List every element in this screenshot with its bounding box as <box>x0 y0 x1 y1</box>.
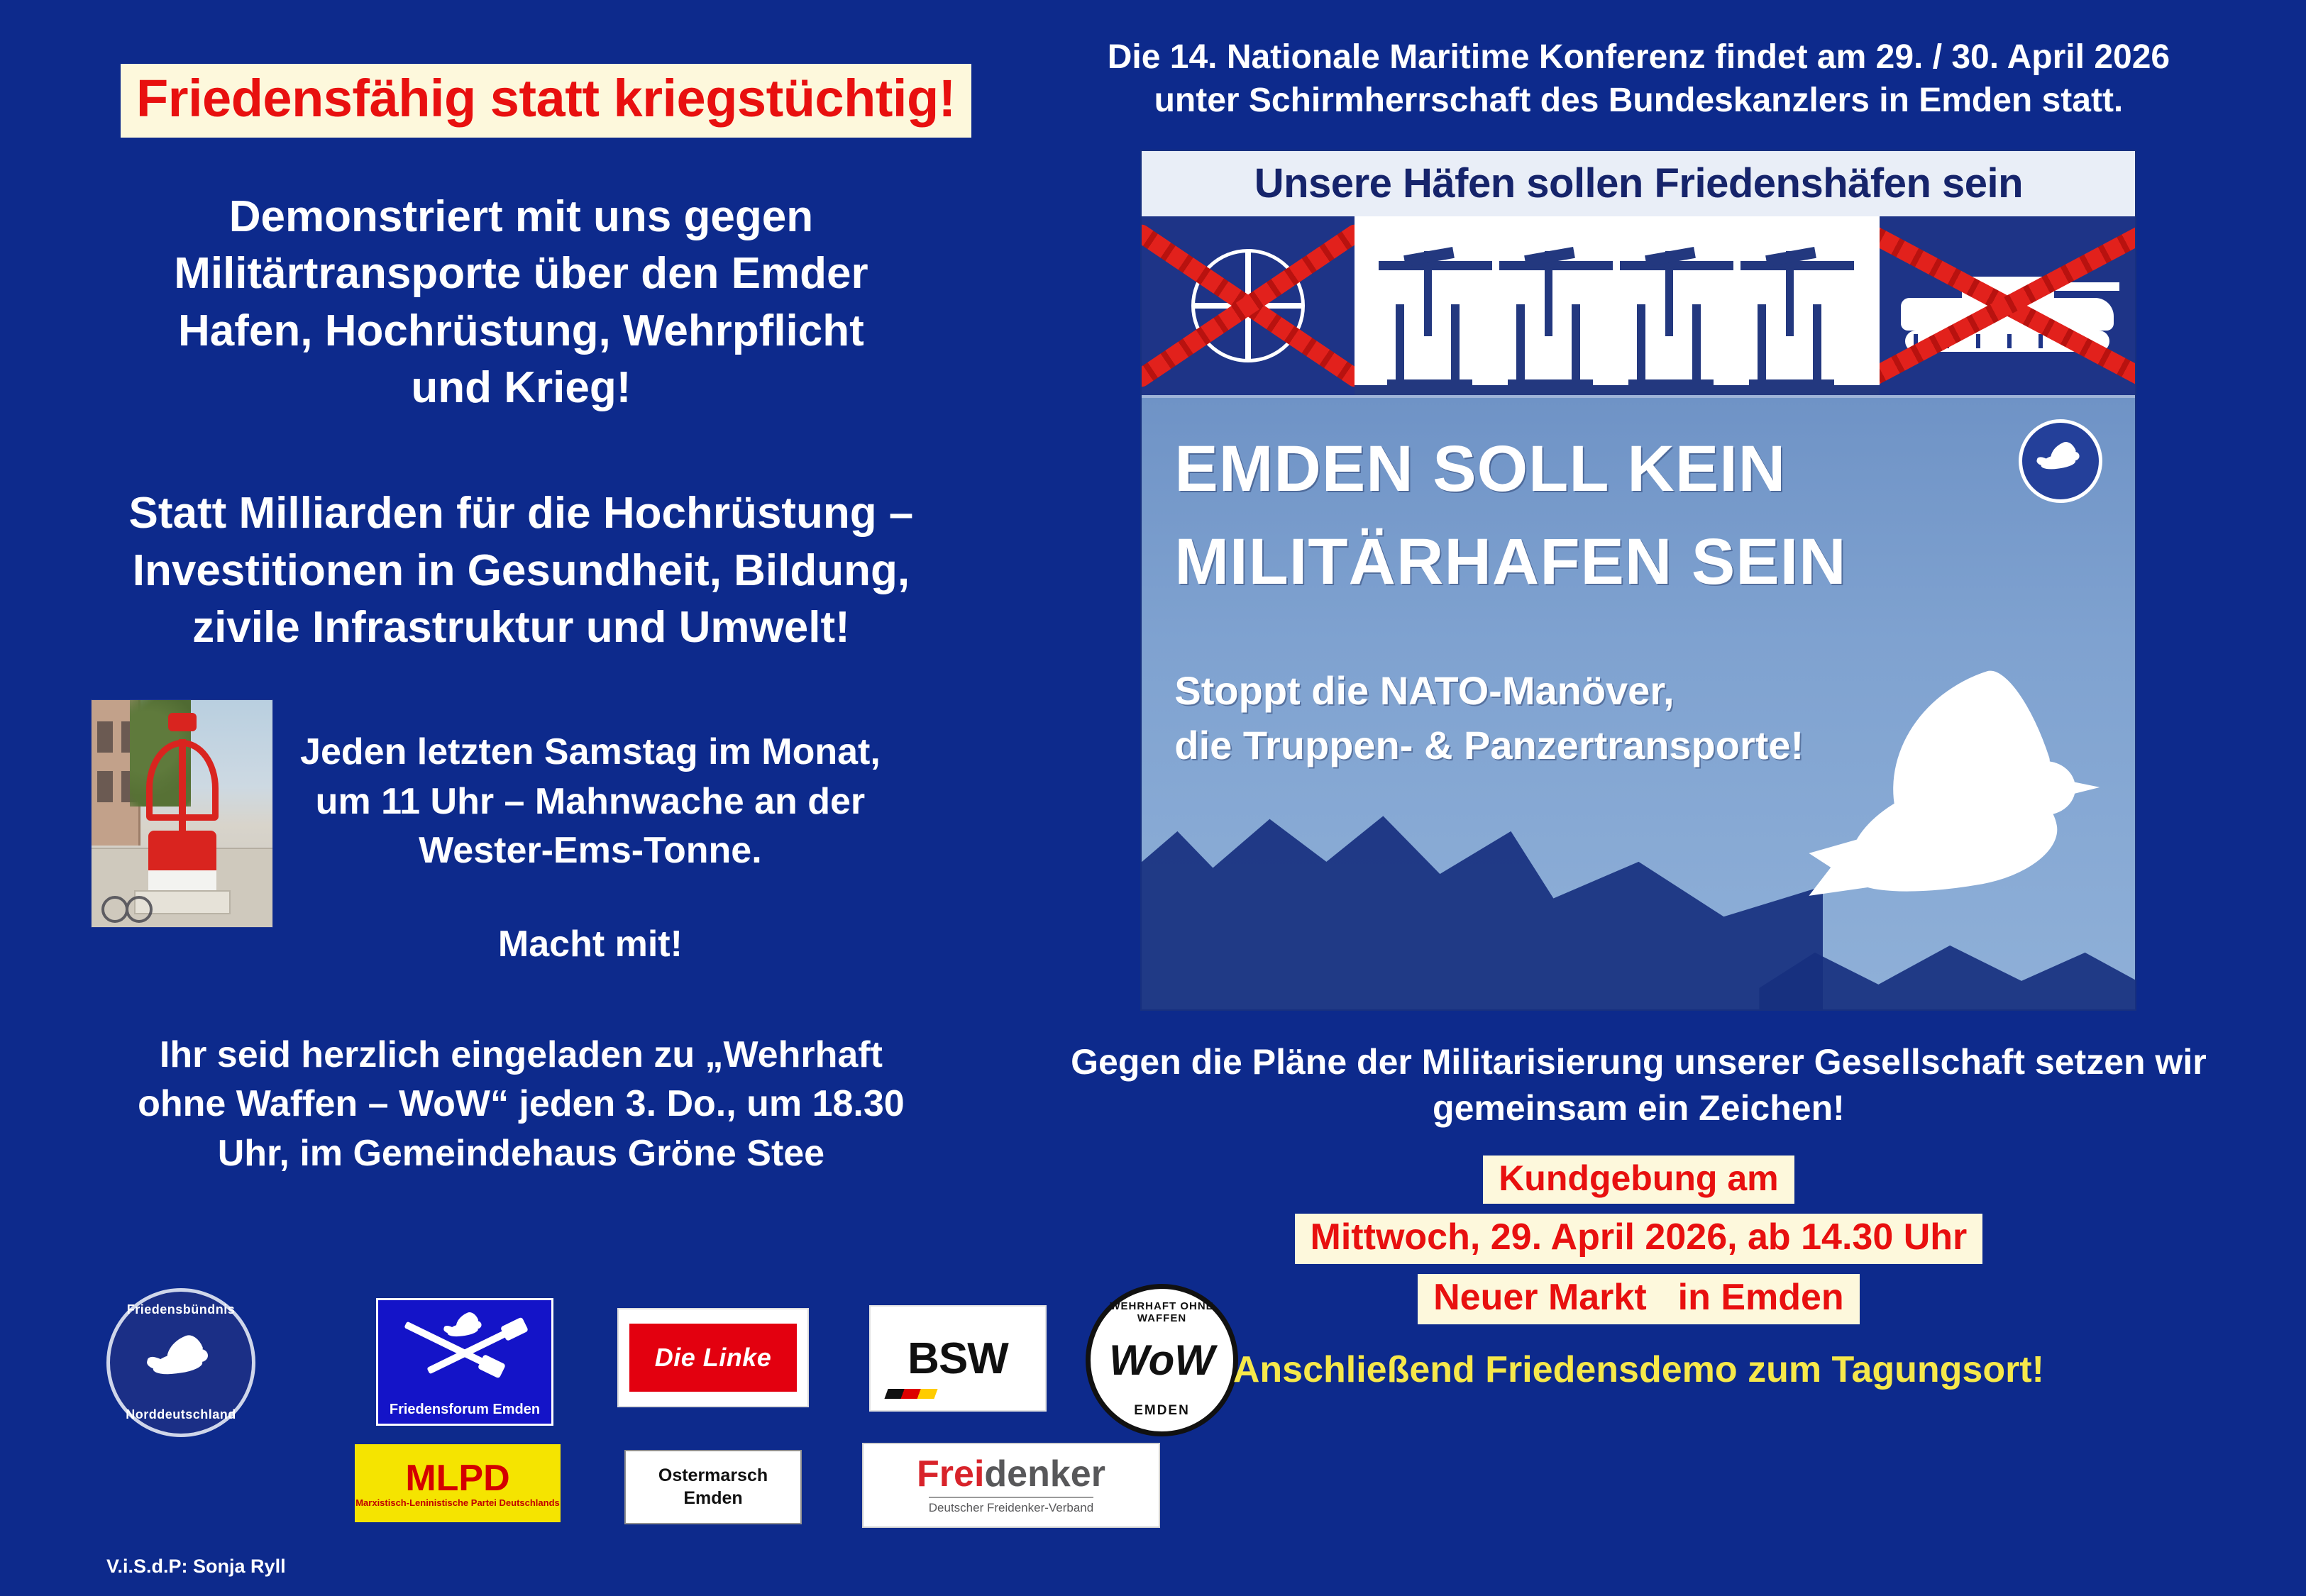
logo-mlpd-label: MLPD <box>405 1457 510 1499</box>
peace-dove-icon <box>444 1313 485 1346</box>
page-title: Friedensfähig statt kriegstüchtig! <box>121 64 971 138</box>
vigil-line-3: Wester-Ems-Tonne. <box>419 830 762 872</box>
nato-panel <box>1142 216 1355 395</box>
rally-location-row <box>1418 1274 1860 1324</box>
vigil-line-2: um 11 Uhr – Mahnwache an der <box>315 780 866 822</box>
logo-fb-top-label: Friedensbündnis <box>126 1302 236 1317</box>
harbour-cranes-icon <box>1745 251 1851 389</box>
follow-up-demo-text: Anschließend Friedensdemo zum Tagungsort! <box>1232 1348 2044 1390</box>
rally-datetime: Mittwoch, 29. April 2026, ab 14.30 Uhr <box>1295 1214 1983 1264</box>
vigil-text <box>273 694 971 970</box>
rally-location-city: in Emden <box>1662 1274 1860 1324</box>
bicycle-icon <box>101 890 151 923</box>
quay-line <box>1355 385 1880 395</box>
banner-sub-line-1: Stoppt die NATO-Manöver, <box>1174 667 1675 713</box>
tank-icon <box>1901 267 2114 359</box>
investment-demand-text: Statt Milliarden für die Hochrüstung – Investitionen in Gesundheit, Bildung, zivile Infrastruktur und Umwelt! <box>128 489 914 653</box>
logo-wow-top-label: WEHRHAFT OHNE WAFFEN <box>1110 1300 1214 1324</box>
buoy-top <box>168 713 197 731</box>
rally-location-place: Neuer Markt <box>1418 1274 1662 1324</box>
logo-die-linke <box>617 1308 809 1407</box>
flag-bars-icon <box>884 1389 937 1399</box>
conference-info-text: Die 14. Nationale Maritime Konferenz findet am 29. / 30. April 2026 unter Schirmherrschaft des Bundeskanzlers in Emden statt. <box>1107 38 2170 120</box>
harbour-panel <box>1355 216 1880 395</box>
vigil-row <box>71 694 971 970</box>
banner-headline-line-1: EMDEN SOLL KEIN <box>1174 432 1787 505</box>
logo-mlpd-sub-label: Marxistisch-Leninistische Partei Deutschlands <box>355 1497 560 1508</box>
banner-sub-line-2: die Truppen- & Panzertransporte! <box>1174 722 1804 767</box>
nato-compass-icon <box>1191 249 1305 362</box>
rally-details <box>1042 1156 2235 1324</box>
right-column <box>1000 28 2263 1582</box>
logo-bsw-label: BSW <box>907 1334 1008 1383</box>
militarisation-statement-text: Gegen die Pläne der Militarisierung unserer Gesellschaft setzen wir gemeinsam ein Zeichen! <box>1071 1041 2207 1128</box>
harbour-cranes-icon <box>1624 251 1731 389</box>
left-column <box>43 28 1215 1582</box>
logo-friedensbuendnis-norddeutschland <box>106 1288 255 1437</box>
protest-banner-image <box>1140 150 2136 1011</box>
logo-mlpd <box>355 1444 561 1522</box>
map-landmass-shape <box>1142 740 1823 1009</box>
harbour-cranes-icon <box>1383 251 1489 389</box>
join-us-text: Macht mit! <box>497 923 683 965</box>
logo-friedensforum-emden <box>376 1298 553 1426</box>
logo-ffe-label: Friedensforum Emden <box>389 1402 541 1417</box>
rally-label: Kundgebung am <box>1483 1156 1794 1204</box>
buoy-photo <box>91 699 273 928</box>
harbour-cranes-icon <box>1504 251 1610 389</box>
logo-ostermarsch-emden <box>624 1450 802 1524</box>
banner-main-area <box>1142 398 2135 1009</box>
wow-invitation-text: Ihr seid herzlich eingeladen zu „Wehrhaft ohne Waffen – WoW“ jeden 3. Do., um 18.30 Uhr, im Gemeindehaus Gröne Stee <box>138 1033 905 1174</box>
peace-dove-icon <box>148 1336 214 1389</box>
logo-fd-sub-label: Deutscher Freidenker-Verband <box>929 1497 1093 1515</box>
logo-linke-label: Die Linke <box>629 1324 797 1392</box>
tank-panel <box>1880 216 2135 395</box>
banner-icon-strip <box>1142 216 2135 398</box>
logo-om-line-1: Ostermarsch <box>658 1465 768 1486</box>
imprint-visdp: V.i.S.d.P: Sonja Ryll <box>106 1556 286 1577</box>
logo-fd-part-2: denker <box>984 1453 1105 1495</box>
logo-wow-bottom-label: EMDEN <box>1134 1403 1190 1418</box>
banner-headline-line-2: MILITÄRHAFEN SEIN <box>1174 525 1847 598</box>
logo-om-line-2: Emden <box>683 1487 743 1508</box>
logo-fd-part-1: Frei <box>917 1453 985 1495</box>
vigil-line-1: Jeden letzten Samstag im Monat, <box>300 731 881 772</box>
banner-top-slogan: Unsere Häfen sollen Friedenshäfen sein <box>1142 151 2135 216</box>
call-to-demonstrate-text: Demonstriert mit uns gegen Militärtransporte über den Emder Hafen, Hochrüstung, Wehrpflicht und Krieg! <box>174 192 868 413</box>
logo-fb-bottom-label: Norddeutschland <box>126 1407 236 1422</box>
logo-wow-main-label: WoW <box>1109 1336 1215 1384</box>
